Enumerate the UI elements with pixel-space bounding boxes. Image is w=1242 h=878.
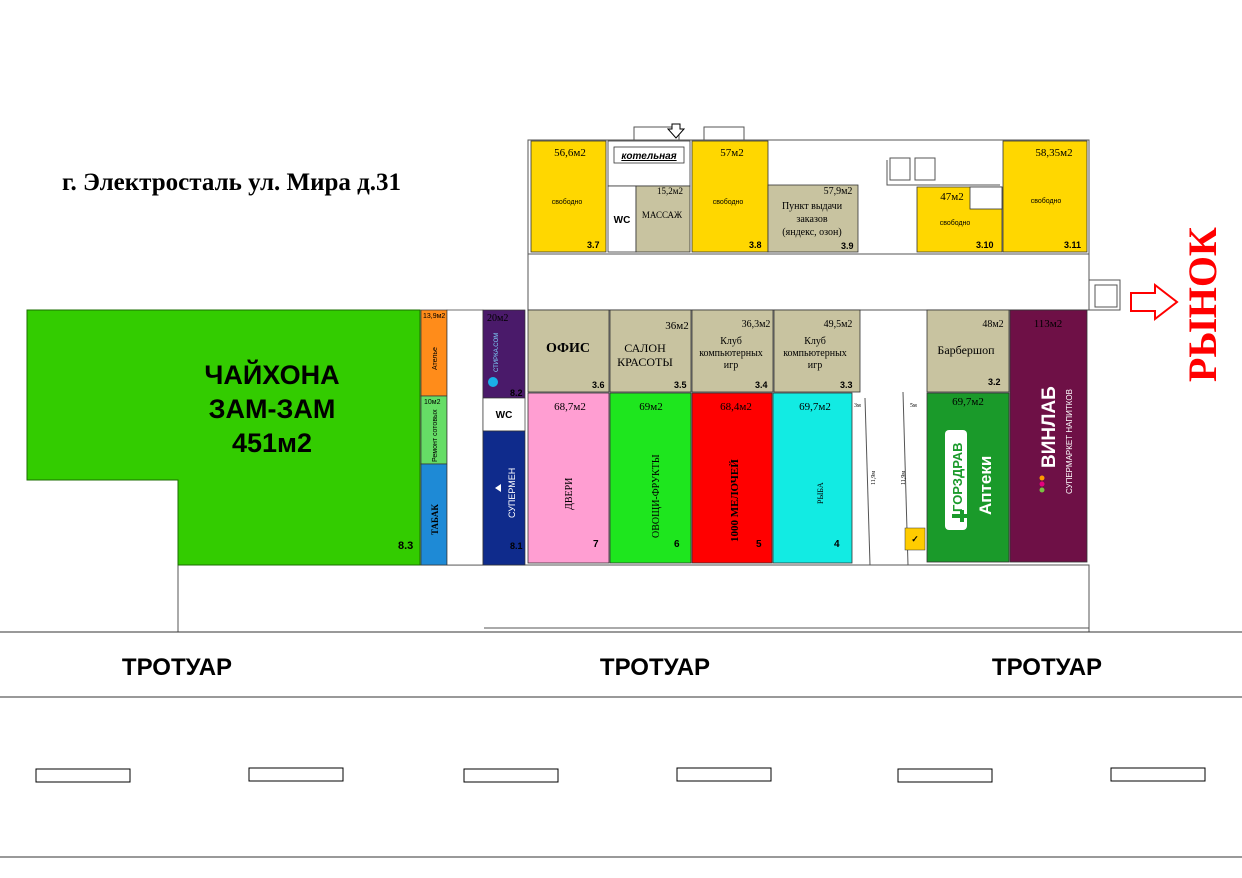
unit-3-11-number: 3.11 xyxy=(1064,240,1082,250)
winelab-grapes-icon xyxy=(1040,476,1045,493)
unit-3-9-label-1: Пункт выдачи xyxy=(781,201,843,212)
market-arrow-icon xyxy=(1131,285,1177,319)
unit-6-number: 6 xyxy=(674,539,680,550)
lane-dashes xyxy=(36,768,1205,782)
unit-3-4-area: 36,3м2 xyxy=(741,319,771,330)
unit-5-area: 68,4м2 xyxy=(720,401,752,413)
supermen-number: 8.1 xyxy=(510,541,523,551)
chaihona-area: 451м2 xyxy=(231,428,313,458)
address-title: г. Электросталь ул. Мира д.31 xyxy=(62,169,402,196)
unit-3-4-label-1: Клуб xyxy=(720,336,742,347)
unit-3-5-label-2: КРАСОТЫ xyxy=(617,355,673,369)
unit-7-number: 7 xyxy=(593,539,599,550)
unit-3-11-status: свободно xyxy=(1030,198,1062,205)
corridor xyxy=(447,310,483,565)
unit-3-3-label-3: игр xyxy=(807,360,823,371)
unit-6-area: 69м2 xyxy=(639,401,663,413)
unit-3-3-area: 49,5м2 xyxy=(823,319,853,330)
pharmacy-area: 69,7м2 xyxy=(952,396,984,408)
unit-3-10-number: 3.10 xyxy=(976,240,994,250)
atelier-label: Ателье xyxy=(432,347,439,370)
unit-4-number: 4 xyxy=(834,539,840,550)
unit-3-3-label-2: компьютерных xyxy=(783,348,847,359)
massage-area: 15,2м2 xyxy=(657,186,683,196)
unit-3-2-label: Барбершоп xyxy=(937,343,995,357)
unit-7-label: ДВЕРИ xyxy=(564,477,575,510)
unit-3-4-label-2: компьютерных xyxy=(699,348,763,359)
chaihona-name-1: ЧАЙХОНА xyxy=(204,360,340,390)
atelier-area: 13,9м2 xyxy=(423,313,446,320)
unit-3-9-label-2: заказов xyxy=(796,214,828,225)
unit-3-4-number: 3.4 xyxy=(755,380,768,390)
unit-3-3-number: 3.3 xyxy=(840,380,853,390)
tabak-label: ТАБАК xyxy=(430,504,440,535)
supermen-label: СУПЕРМЕН xyxy=(507,467,517,518)
pharmacy-name: ГОРЗДРАВ xyxy=(950,442,965,512)
kotelnaya-label: котельная xyxy=(621,151,677,162)
chaihona-number: 8.3 xyxy=(398,540,414,552)
sidewalk-label-2: ТРОТУАР xyxy=(599,654,711,681)
stirka-number: 8.2 xyxy=(510,388,523,398)
unit-7-area: 68,7м2 xyxy=(554,401,586,413)
unit-3-10-area: 47м2 xyxy=(940,191,964,203)
sidewalk-label-1: ТРОТУАР xyxy=(121,654,233,681)
unit-3-7-area: 56,6м2 xyxy=(554,147,586,159)
pharmacy-sub: Аптеки xyxy=(976,455,995,515)
unit-3-8-status: свободно xyxy=(712,199,744,206)
winelab-sub: СУПЕРМАРКЕТ НАПИТКОВ xyxy=(1065,389,1074,494)
svg-text:✓: ✓ xyxy=(911,534,919,544)
unit-3-7-status: свободно xyxy=(551,199,583,206)
dim-5m: 5м xyxy=(910,403,917,409)
stirka-area: 20м2 xyxy=(487,313,509,324)
wc-top-label: WC xyxy=(613,215,631,226)
unit-3-5-area: 36м2 xyxy=(665,320,689,332)
unit-3-4-label-3: игр xyxy=(723,360,739,371)
dim-11-9m-right: 11,9м xyxy=(901,470,907,485)
chaihona-name-2: ЗАМ-ЗАМ xyxy=(208,394,336,424)
stirka-label: СТИРКА.COM xyxy=(494,332,500,372)
unit-3-7-number: 3.7 xyxy=(587,240,600,250)
unit-3-11-area: 58,35м2 xyxy=(1035,147,1073,159)
unit-3-8-area: 57м2 xyxy=(720,147,744,159)
unit-3-2-area: 48м2 xyxy=(982,319,1004,330)
unit-4 xyxy=(773,393,852,563)
phone-repair-label: Ремонт сотовых xyxy=(432,409,439,462)
unit-3-10-status: свободно xyxy=(939,220,971,227)
unit-3-6-number: 3.6 xyxy=(592,380,605,390)
unit-3-5-number: 3.5 xyxy=(674,380,687,390)
pharmacy-zone xyxy=(927,393,1009,562)
phone-repair-area: 10м2 xyxy=(424,399,441,406)
unit-3-5-label-1: САЛОН xyxy=(624,341,666,355)
unit-3-3-label-1: Клуб xyxy=(804,336,826,347)
winelab-name: ВИНЛАБ xyxy=(1039,386,1060,468)
stirka-logo-icon xyxy=(488,377,498,387)
chaihona-zone xyxy=(27,310,420,565)
unit-3-2-number: 3.2 xyxy=(988,377,1001,387)
unit-3-9-label-3: (яндекс, озон) xyxy=(782,227,842,238)
unit-3-8-number: 3.8 xyxy=(749,240,762,250)
unit-5-label: 1000 МЕЛОЧЕЙ xyxy=(729,459,741,542)
unit-3-9-area: 57,9м2 xyxy=(823,186,853,197)
unit-4-area: 69,7м2 xyxy=(799,401,831,413)
market-label: РЫНОК xyxy=(1180,227,1225,382)
sidewalk-label-3: ТРОТУАР xyxy=(991,654,1103,681)
dim-11-9m-left: 11,9м xyxy=(871,470,877,485)
wc-middle-label: WC xyxy=(495,410,513,421)
winelab-area: 113м2 xyxy=(1033,318,1063,330)
unit-3-6-label: ОФИС xyxy=(545,341,591,356)
entrance-arrow-icon xyxy=(668,124,684,138)
kotelnaya xyxy=(608,141,690,186)
unit-5-number: 5 xyxy=(756,539,762,550)
unit-3-9-number: 3.9 xyxy=(841,241,854,251)
massage-label: МАССАЖ xyxy=(641,210,683,220)
dim-3m: 3м xyxy=(854,403,861,409)
unit-4-label: РЫБА xyxy=(816,482,825,504)
unit-6-label: ОВОЩИ-ФРУКТЫ xyxy=(651,454,662,538)
